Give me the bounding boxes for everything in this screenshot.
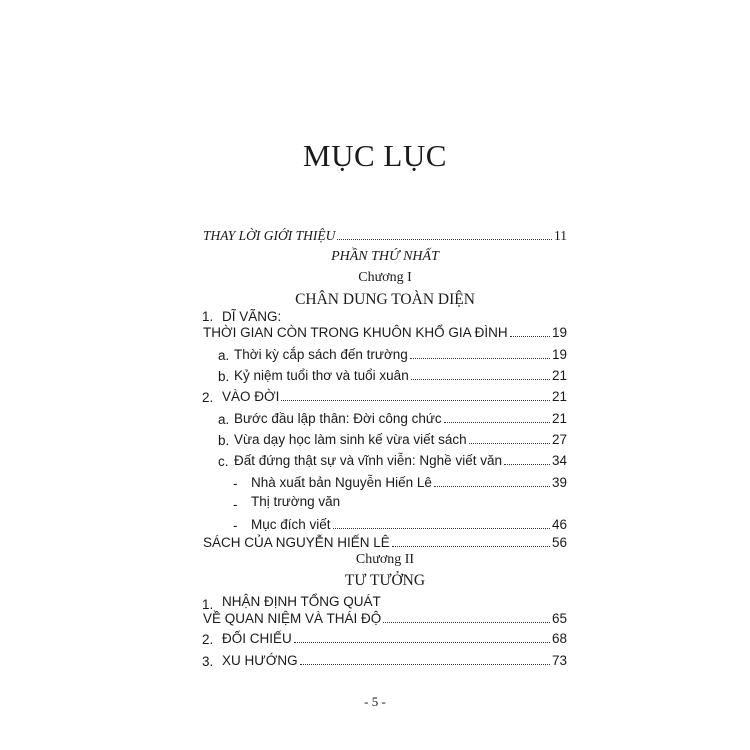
toc-entry-books[interactable]: [203, 533, 567, 551]
dot-leader: [333, 528, 550, 529]
toc-entry-ch2-item-2[interactable]: [222, 629, 567, 647]
dot-leader: [504, 464, 550, 465]
toc-entry-label: Mục đích viết: [251, 517, 331, 532]
toc-entry-page: 46: [551, 517, 567, 532]
toc-entry-label: Đất đứng thật sự và vĩnh viễn: Nghề viết văn: [234, 453, 502, 468]
item-1-heading: DĨ VÃNG:: [222, 309, 282, 324]
toc-entry-2c-2[interactable]: Thị trường văn: [251, 494, 341, 509]
toc-entry-label: Bước đầu lập thân: Đời công chức: [234, 411, 442, 426]
toc-entry-label: VỀ QUAN NIỆM VÀ THÁI ĐỘ: [203, 611, 382, 626]
toc-entry-label: ĐỐI CHIẾU: [222, 631, 292, 646]
toc-entry-2c-3[interactable]: [251, 515, 567, 533]
toc-entry-label: THỜI GIAN CÒN TRONG KHUÔN KHỔ GIA ĐÌNH: [203, 325, 508, 340]
dot-leader: [337, 239, 552, 240]
dot-leader: [469, 443, 550, 444]
toc-entry-page: 21: [551, 389, 567, 404]
bullet-dash: -: [233, 497, 238, 512]
chapter-1-subtitle: CHÂN DUNG TOÀN DIỆN: [295, 291, 475, 308]
dot-leader: [510, 336, 550, 337]
chapter-1-name: Chương I: [358, 270, 412, 285]
toc-entry-label: Kỷ niệm tuổi thơ và tuổi xuân: [234, 368, 409, 383]
dot-leader: [410, 358, 550, 359]
toc-entry-label: THAY LỜI GIỚI THIỆU: [203, 228, 336, 243]
toc-entry-page: 56: [551, 535, 567, 550]
ch2-item-1-heading: NHẬN ĐỊNH TỔNG QUÁT: [222, 594, 381, 609]
toc-entry-2b[interactable]: [234, 430, 567, 448]
toc-entry-2a[interactable]: [234, 409, 567, 427]
chapter-2-name: Chương II: [355, 552, 415, 567]
toc-entry-item-2[interactable]: [222, 387, 567, 405]
page-title: MỤC LỤC: [303, 138, 447, 173]
sub-item-mark: a.: [218, 348, 230, 363]
toc-entry-2c-1[interactable]: [251, 473, 567, 491]
toc-entry-2c[interactable]: [234, 451, 567, 469]
part-heading: PHẦN THỨ NHẤT: [331, 249, 439, 264]
toc-entry-label: XU HƯỚNG: [222, 653, 298, 668]
bullet-dash: -: [233, 476, 238, 491]
dot-leader: [434, 486, 550, 487]
toc-entry-page: 73: [551, 653, 567, 668]
sub-item-mark: c.: [218, 454, 229, 469]
toc-entry-page: 34: [551, 453, 567, 468]
item-number: 2.: [202, 390, 214, 405]
toc-entry-page: 21: [551, 411, 567, 426]
toc-entry-item-1[interactable]: [203, 323, 567, 341]
dot-leader: [444, 422, 550, 423]
toc-entry-page: 39: [551, 475, 567, 490]
toc-entry-page: 19: [551, 347, 567, 362]
dot-leader: [294, 642, 550, 643]
bullet-dash: -: [233, 518, 238, 533]
sub-item-mark: b.: [218, 369, 230, 384]
item-number: 3.: [202, 654, 214, 669]
dot-leader: [392, 546, 550, 547]
dot-leader: [383, 622, 550, 623]
dot-leader: [411, 379, 550, 380]
item-number: 2.: [202, 632, 214, 647]
toc-entry-1b[interactable]: [234, 366, 567, 384]
dot-leader: [300, 664, 550, 665]
toc-entry-label: Thời kỳ cắp sách đến trường: [234, 347, 408, 362]
toc-entry-page: 27: [551, 432, 567, 447]
toc-entry-1a[interactable]: [234, 345, 567, 363]
page-number: - 5 -: [364, 694, 386, 709]
toc-entry-page: 65: [551, 611, 567, 626]
item-number: 1.: [202, 597, 214, 612]
toc-entry-label: Vừa dạy học làm sinh kế vừa viết sách: [234, 432, 467, 447]
toc-entry-label: Nhà xuất bản Nguyễn Hiến Lê: [251, 475, 432, 490]
toc-entry-ch2-item-3[interactable]: [222, 651, 567, 669]
toc-entry-label: SÁCH CỦA NGUYỄN HIẾN LÊ: [203, 535, 390, 550]
toc-entry-page: 68: [551, 631, 567, 646]
dot-leader: [281, 400, 550, 401]
toc-entry-intro[interactable]: [203, 226, 567, 244]
toc-entry-ch2-item-1[interactable]: [203, 609, 567, 627]
toc-entry-page: 11: [554, 228, 567, 243]
toc-entry-page: 19: [551, 325, 567, 340]
sub-item-mark: a.: [218, 412, 230, 427]
item-number: 1.: [202, 309, 214, 324]
sub-item-mark: b.: [218, 433, 230, 448]
toc-entry-page: 21: [551, 368, 567, 383]
toc-entry-label: VÀO ĐỜI: [222, 389, 280, 404]
chapter-2-subtitle: TƯ TƯỞNG: [344, 572, 426, 589]
